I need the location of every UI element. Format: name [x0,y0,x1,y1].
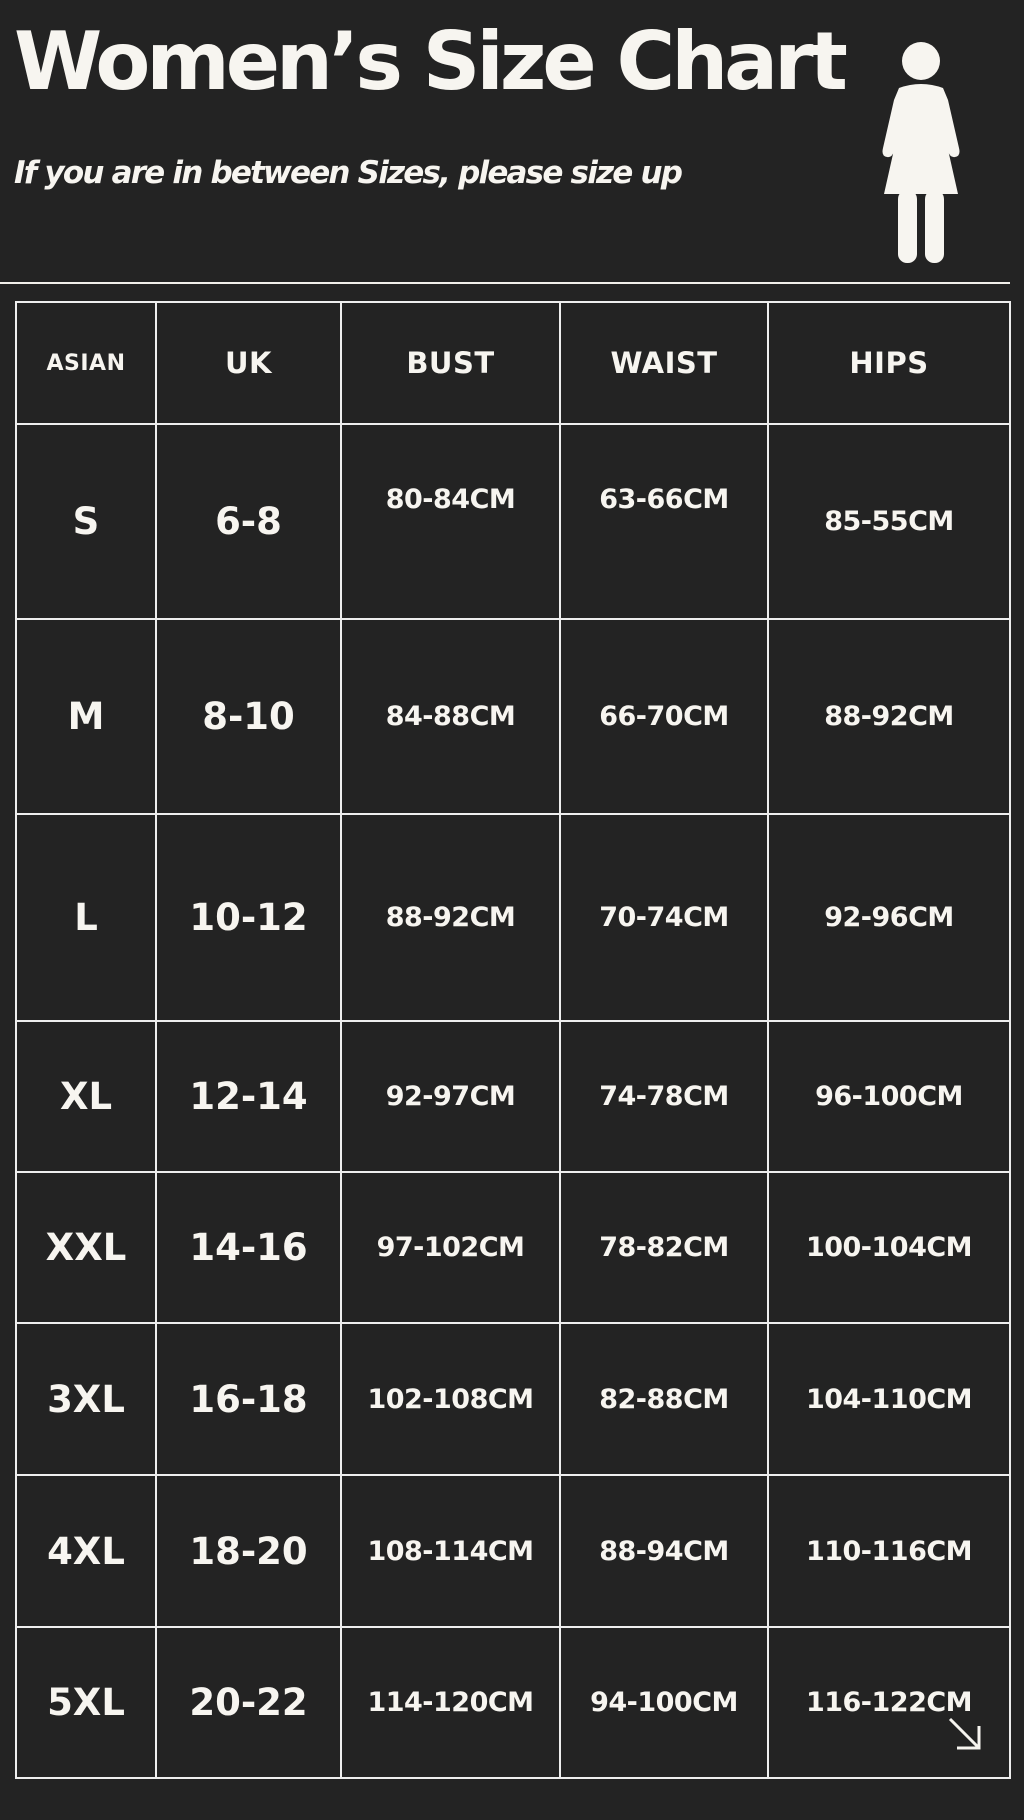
hips-cell: 110-116CM [768,1475,1010,1627]
asian-size-cell: M [16,619,156,814]
page-title: Women’s Size Chart [14,15,844,108]
header-hips: HIPS [768,302,1010,424]
waist-cell: 74-78CM [560,1021,768,1172]
header-bust: BUST [341,302,560,424]
bust-cell: 114-120CM [341,1627,560,1778]
asian-size-cell: 4XL [16,1475,156,1627]
waist-cell: 94-100CM [560,1627,768,1778]
uk-size-cell: 14-16 [156,1172,341,1323]
page-subtitle: If you are in between Sizes, please size up [14,155,682,191]
bust-cell: 102-108CM [341,1323,560,1475]
uk-size-cell: 20-22 [156,1627,341,1778]
asian-size-cell: L [16,814,156,1021]
bust-cell: 80-84CM [341,424,560,619]
table-row [16,1021,1010,1172]
header-waist: WAIST [560,302,768,424]
table-row [16,1475,1010,1627]
woman-figure-icon [866,40,976,265]
header-divider [0,282,1010,284]
bust-cell: 84-88CM [341,619,560,814]
table-row [16,619,1010,814]
hips-cell: 88-92CM [768,619,1010,814]
bust-cell: 108-114CM [341,1475,560,1627]
uk-size-cell: 10-12 [156,814,341,1021]
table-header-row [16,302,1010,424]
waist-cell: 63-66CM [560,424,768,619]
hips-cell: 104-110CM [768,1323,1010,1475]
hips-cell: 96-100CM [768,1021,1010,1172]
asian-size-cell: XXL [16,1172,156,1323]
table-row [16,424,1010,619]
hips-cell: 85-55CM [768,424,1010,619]
header-uk: UK [156,302,341,424]
uk-size-cell: 6-8 [156,424,341,619]
uk-size-cell: 12-14 [156,1021,341,1172]
waist-cell: 66-70CM [560,619,768,814]
waist-cell: 82-88CM [560,1323,768,1475]
hips-cell: 116-122CM [768,1627,1010,1778]
size-table [15,301,1011,1779]
bust-cell: 92-97CM [341,1021,560,1172]
table-row [16,1172,1010,1323]
table-row [16,814,1010,1021]
table-row [16,1323,1010,1475]
hips-cell: 92-96CM [768,814,1010,1021]
asian-size-cell: 5XL [16,1627,156,1778]
uk-size-cell: 8-10 [156,619,341,814]
bust-cell: 88-92CM [341,814,560,1021]
asian-size-cell: XL [16,1021,156,1172]
header-asian: ASIAN [16,302,156,424]
waist-cell: 88-94CM [560,1475,768,1627]
uk-size-cell: 18-20 [156,1475,341,1627]
arrow-down-right-icon [946,1715,984,1753]
asian-size-cell: S [16,424,156,619]
bust-cell: 97-102CM [341,1172,560,1323]
waist-cell: 70-74CM [560,814,768,1021]
asian-size-cell: 3XL [16,1323,156,1475]
waist-cell: 78-82CM [560,1172,768,1323]
hips-cell: 100-104CM [768,1172,1010,1323]
uk-size-cell: 16-18 [156,1323,341,1475]
table-row [16,1627,1010,1778]
